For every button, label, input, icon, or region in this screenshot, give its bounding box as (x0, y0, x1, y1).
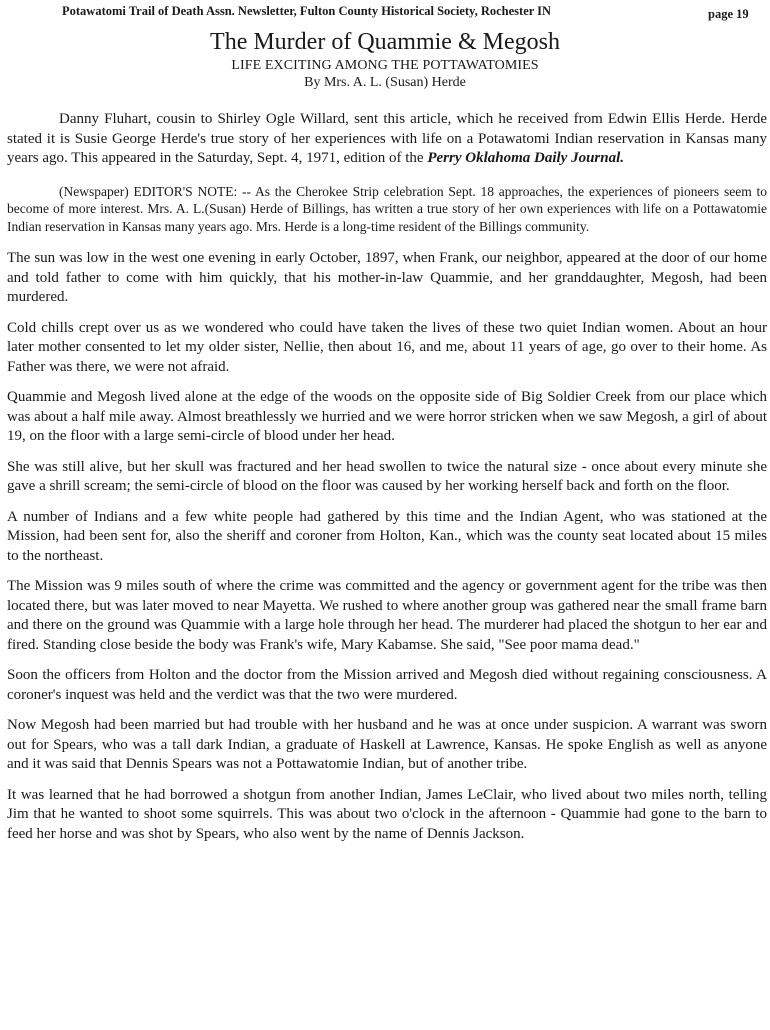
article-paragraph: Cold chills crept over us as we wondered who could have taken the lives of these two quiet Indian women. About an hour later mother consented to let my older sister, Nellie, then about 16, and me, about 11 years of age, go over to their home. As Father was there, we were not afraid. (7, 319, 767, 375)
article-paragraph: It was learned that he had borrowed a shotgun from another Indian, James LeClair, who lived about two miles north, telling Jim that he wanted to shoot some squirrels. This was about two o'clock in the afternoon - Quammie had gone to the barn to feed her horse and was shot by Spears, who also went by the name of Dennis Jackson. (7, 786, 767, 842)
article-title: The Murder of Quammie & Megosh (210, 29, 560, 55)
publication-name: Perry Oklahoma Daily Journal. (427, 150, 625, 166)
running-header (62, 4, 762, 22)
article-body (7, 110, 767, 855)
article-paragraph: The sun was low in the west one evening in early October, 1897, when Frank, our neighbor, appeared at the door of our home and told father to come with him quickly, that his mother-in-law Quammie, and her granddaughter, Megosh, had been murdered. (7, 250, 767, 305)
article-paragraph: A number of Indians and a few white people had gathered by this time and the Indian Agent, who was stationed at the Mission, had been sent for, also the sheriff and coroner from Holton, Kan., which was the county seat located about 15 miles to the northeast. (7, 508, 767, 564)
editor-note: (Newspaper) EDITOR'S NOTE: -- As the Cherokee Strip celebration Sept. 18 approaches, the experiences of pioneers seem to become of more interest. Mrs. A. L.(Susan) Herde of Billings, has written a true story of her own experiences with life on a Pottawatomie Indian reservation in Kansas many years ago. Mrs. Herde is a long-time resident of the Billings community. (7, 183, 767, 234)
newsletter-running-title: Potawatomi Trail of Death Assn. Newsletter, Fulton County Historical Society, Rochester IN (62, 4, 552, 18)
intro-text: Danny Fluhart, cousin to Shirley Ogle Willard, sent this article, which he received from Edwin Ellis Herde. Herde stated it is Susie George Herde's true story of her experiences with life on a Potawatomi Indian reservation in Kansas many years ago. This appeared in the Saturday, Sept. 4, 1971, edition of the (7, 111, 767, 166)
article-byline: By Mrs. A. L. (Susan) Herde (304, 75, 466, 90)
article-paragraph: She was still alive, but her skull was fractured and her head swollen to twice the natural size - once about every minute she gave a shrill scream; the semi-circle of blood on the floor was caused by her working herself back and forth on the floor. (7, 458, 767, 494)
intro-paragraph (7, 110, 767, 169)
article-paragraph: Now Megosh had been married but had trouble with her husband and he was at once under suspicion. A warrant was sworn out for Spears, who was a tall dark Indian, a graduate of Haskell at Lawrence, Kansas. He spoke English as well as anyone and it was said that Dennis Spears was not a Pottawatomie Indian, but of another tribe. (7, 717, 767, 772)
page-number: page 19 (708, 7, 749, 21)
article-paragraph: Soon the officers from Holton and the doctor from the Mission arrived and Megosh died without regaining consciousness. A coroner's inquest was held and the verdict was that the two were murdered. (7, 667, 767, 703)
article-paragraph: The Mission was 9 miles south of where the crime was committed and the agency or government agent for the tribe was then located there, but was later moved to near Mayetta. We rushed to where another group was gathered near the small frame barn and there on the ground was Quammie with a large hole through her head. The murderer had placed the shotgun to her ear and fired. Standing close beside the body was Frank's wife, Mary Kabamse. She said, "See poor mama dead." (7, 578, 767, 653)
article-subtitle: LIFE EXCITING AMONG THE POTTAWATOMIES (231, 58, 539, 73)
article-title-block (0, 28, 770, 91)
article-paragraph: Quammie and Megosh lived alone at the edge of the woods on the opposite side of Big Soldier Creek from our place which was about a half mile away. Almost breathlessly we hurried and we were horror stricken when we saw Megosh, a girl of about 19, on the floor with a large semi-circle of blood under her head. (7, 389, 767, 444)
